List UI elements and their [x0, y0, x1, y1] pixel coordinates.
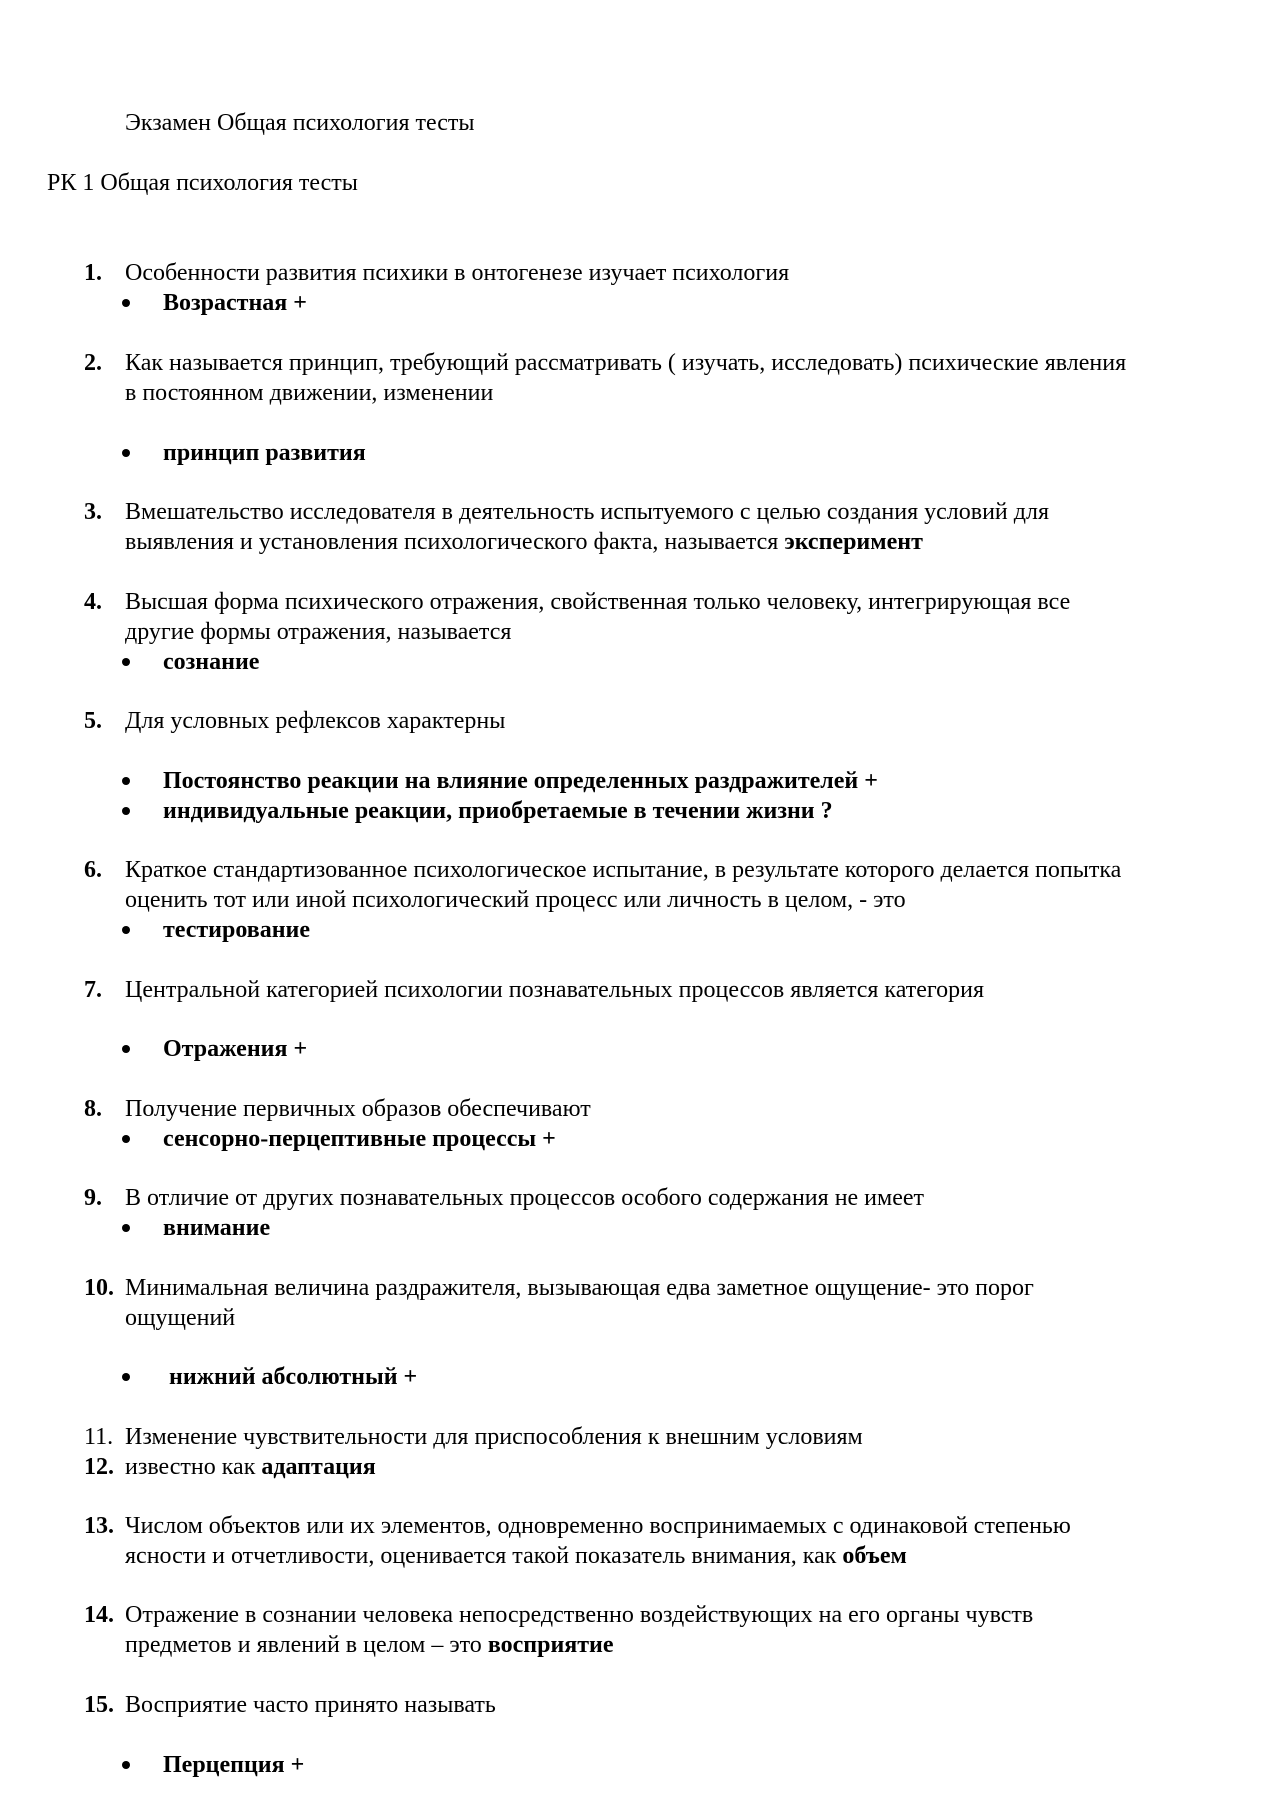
inline-answer: эксперимент — [784, 529, 923, 555]
bullet-icon — [122, 1224, 130, 1232]
answer-item — [0, 1034, 1280, 1064]
document-subtitle: РК 1 Общая психология тесты — [47, 170, 358, 196]
question-number: 6. — [84, 857, 102, 883]
bullet-icon — [122, 449, 130, 457]
question-number: 1. — [84, 260, 102, 286]
question-text-line-1: Высшая форма психического отражения, свойственная только человеку, интегрирующая все — [125, 589, 1071, 615]
bullet-icon — [122, 1373, 130, 1381]
answer-text: Возрастная + — [163, 290, 307, 316]
question-number: 12. — [84, 1454, 114, 1480]
question-text: Изменение чувствительности для приспособления к внешним условиям — [125, 1424, 863, 1450]
question-text-line-2: оценить тот или иной психологический процесс или личность в целом, - это — [125, 887, 906, 913]
bullet-icon — [122, 1045, 130, 1053]
answer-text: Постоянство реакции на влияние определенных раздражителей + — [163, 768, 878, 794]
question-text-line-1: Минимальная величина раздражителя, вызывающая едва заметное ощущение- это порог — [125, 1275, 1034, 1301]
answer-item — [0, 647, 1280, 677]
question-number: 10. — [84, 1275, 114, 1301]
question-number: 7. — [84, 977, 102, 1003]
answer-text: внимание — [163, 1215, 271, 1241]
question-text-part: известно как — [125, 1454, 262, 1480]
answer-item — [0, 288, 1280, 318]
bullet-icon — [122, 807, 130, 815]
question-number: 15. — [84, 1692, 114, 1718]
bullet-icon — [122, 1761, 130, 1769]
question-text: В отличие от других познавательных процессов особого содержания не имеет — [125, 1185, 925, 1211]
answer-item — [0, 1362, 1280, 1392]
question-text-line-2: ощущений — [125, 1305, 236, 1331]
answer-item — [0, 438, 1280, 468]
answer-item — [0, 1750, 1280, 1780]
question-text: Восприятие часто принято называть — [125, 1692, 496, 1718]
question-text-line-1: Как называется принцип, требующий рассматривать ( изучать, исследовать) психические явления — [125, 350, 1127, 376]
answer-text: тестирование — [163, 917, 311, 943]
inline-answer: объем — [842, 1543, 907, 1569]
question-text-line-1: Вмешательство исследователя в деятельность испытуемого с целью создания условий для — [125, 499, 1049, 525]
question-text-line-2 — [125, 1630, 1225, 1660]
bullet-icon — [122, 299, 130, 307]
question-text: Для условных рефлексов характерны — [125, 708, 506, 734]
question-text-line-2 — [125, 1541, 1225, 1571]
question-text: выявления и установления психологического факта, называется — [125, 529, 785, 555]
question-text: ясности и отчетливости, оценивается такой показатель внимания, как — [125, 1543, 843, 1569]
question-text: Особенности развития психики в онтогенезе изучает психология — [125, 260, 790, 286]
question-number: 13. — [84, 1513, 114, 1539]
question-text-line-1: Отражение в сознании человека непосредственно воздействующих на его органы чувств — [125, 1602, 1034, 1628]
answer-item — [0, 1124, 1280, 1154]
question-number: 11. — [84, 1424, 114, 1450]
question-text-line-1: Краткое стандартизованное психологическое испытание, в результате которого делается попытка — [125, 857, 1122, 883]
question-text — [125, 1452, 1225, 1482]
answer-item — [0, 796, 1280, 826]
question-text-line-2: в постоянном движении, изменении — [125, 380, 494, 406]
question-text-line-2: другие формы отражения, называется — [125, 619, 512, 645]
question-text: Центральной категорией психологии познавательных процессов является категория — [125, 977, 985, 1003]
question-text: предметов и явлений в целом – это — [125, 1632, 488, 1658]
answer-item — [0, 766, 1280, 796]
answer-text: принцип развития — [163, 440, 366, 466]
bullet-icon — [122, 658, 130, 666]
answer-text: нижний абсолютный + — [169, 1364, 418, 1390]
answer-text: сознание — [163, 649, 260, 675]
inline-answer: адаптация — [261, 1454, 376, 1480]
answer-text: Перцепция + — [163, 1752, 305, 1778]
question-number: 2. — [84, 350, 102, 376]
question-number: 3. — [84, 499, 102, 525]
question-number: 5. — [84, 708, 102, 734]
inline-answer: восприятие — [487, 1632, 614, 1658]
question-number: 8. — [84, 1096, 102, 1122]
document-title: Экзамен Общая психология тесты — [125, 110, 475, 136]
question-text-line-2 — [125, 527, 1225, 557]
bullet-icon — [122, 1135, 130, 1143]
answer-text: сенсорно-перцептивные процессы + — [163, 1126, 556, 1152]
question-number: 14. — [84, 1602, 114, 1628]
answer-item — [0, 915, 1280, 945]
bullet-icon — [122, 926, 130, 934]
question-text: Получение первичных образов обеспечивают — [125, 1096, 591, 1122]
question-text-line-1: Числом объектов или их элементов, одновременно воспринимаемых с одинаковой степенью — [125, 1513, 1071, 1539]
answer-item — [0, 1213, 1280, 1243]
answer-text: Отражения + — [163, 1036, 308, 1062]
question-number: 9. — [84, 1185, 102, 1211]
question-number: 4. — [84, 589, 102, 615]
bullet-icon — [122, 777, 130, 785]
answer-text: индивидуальные реакции, приобретаемые в течении жизни ? — [163, 798, 833, 824]
